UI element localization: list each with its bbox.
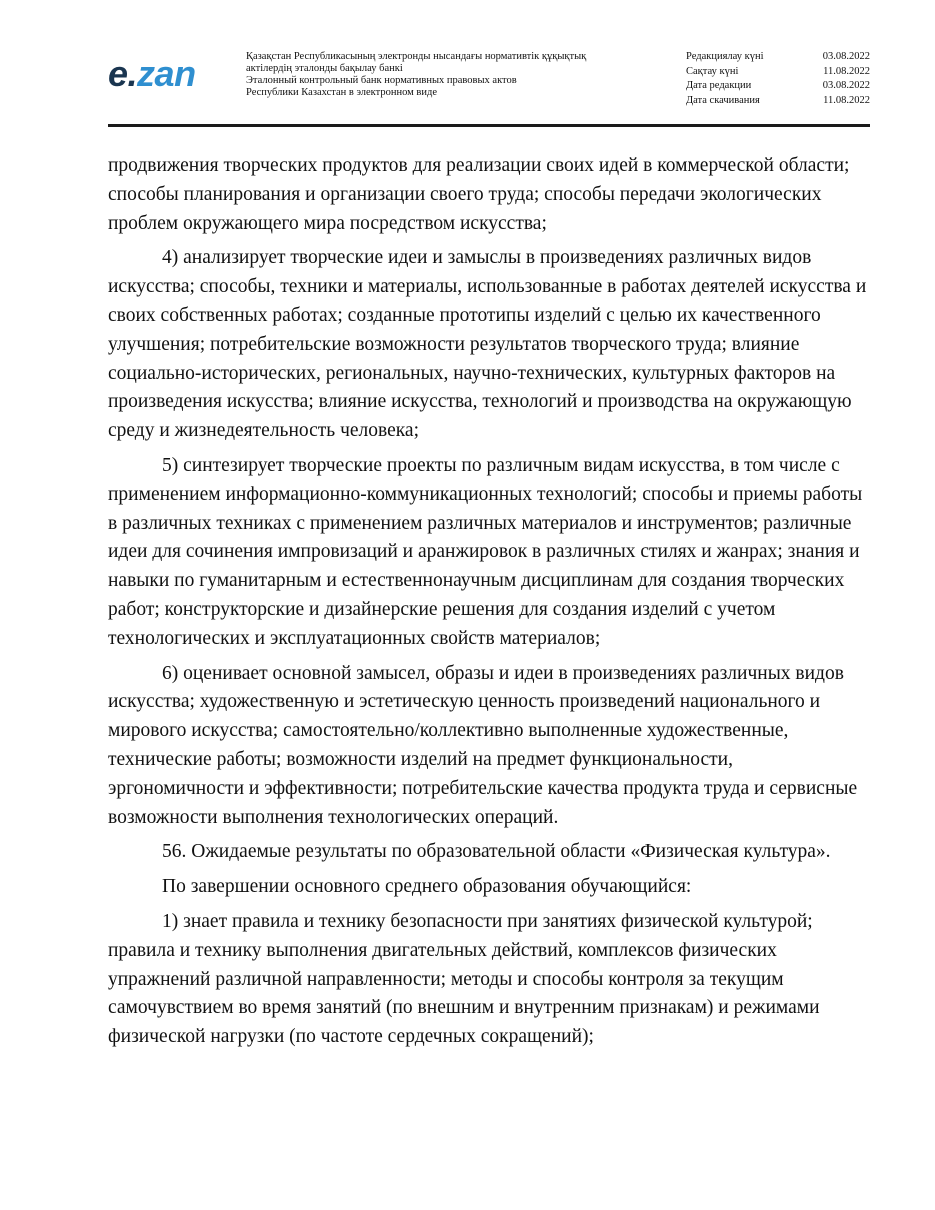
meta-label: Дата редакции <box>686 80 752 91</box>
meta-value: 03.08.2022 <box>822 80 870 91</box>
meta-label: Дата скачивания <box>686 94 760 106</box>
description-line: Эталонный контрольный банк нормативных правовых актов <box>246 75 517 86</box>
description-line: актілердің эталонды бақылау банкі <box>246 63 403 74</box>
paragraph: продвижения творческих продуктов для реализации своих идей в коммерческой области; способы планирования и организации своего труда; способы передачи экологических проблем окружающего мира посредством искусства; <box>108 155 850 234</box>
paragraph: 1) знает правила и технику безопасности при занятиях физической культурой; правила и технику выполнения двигательных действий, комплексов физических упражнений различной направленности; методы и способы контроля за текущим самочувствием во время занятий (по внешним и внутренним признакам) и режимами физической нагрузки (по частоте сердечных сокращений); <box>108 910 820 1048</box>
header-divider <box>108 124 870 127</box>
description-line: Республики Казахстан в электронном виде <box>246 87 437 98</box>
document-body <box>108 152 873 1058</box>
description-line: Қазақстан Республикасының электронды нысандағы нормативтік құқықтық <box>246 51 587 62</box>
logo-e: e <box>108 53 128 94</box>
paragraph: 4) анализирует творческие идеи и замыслы в произведениях различных видов искусства; способы, техники и материалы, использованные в работах деятелей искусства и своих собственных работах; созданные прототипы изделий с целью их качественного улучшения; потребительские возможности результатов творческого труда; влияние социально-исторических, региональных, научно-технических, культурных факторов на произведения искусства; влияние искусства, технологий и производства на окружающую среду и жизнедеятельность человека; <box>108 247 867 442</box>
meta-value: 11.08.2022 <box>823 94 870 106</box>
bank-description <box>246 51 666 99</box>
meta-value: 11.08.2022 <box>823 65 870 77</box>
document-header <box>108 46 870 124</box>
paragraph: По завершении основного среднего образования обучающийся: <box>162 876 692 898</box>
paragraph: 56. Ожидаемые результаты по образовательной области «Физическая культура». <box>162 841 831 863</box>
document-dates <box>686 50 870 108</box>
meta-value: 03.08.2022 <box>822 51 870 62</box>
meta-row-edit-date-kz <box>686 50 870 65</box>
meta-row-download-date-ru <box>686 94 870 109</box>
logo-zan: zan <box>137 53 196 94</box>
meta-label: Редакциялау күні <box>686 51 764 62</box>
meta-row-edit-date-ru <box>686 79 870 94</box>
meta-row-save-date-kz <box>686 65 870 80</box>
paragraph: 5) синтезирует творческие проекты по различным видам искусства, в том числе с применением информационно-коммуникационных технологий; способы и приемы работы в различных техниках с применением различных материалов и инструментов; различные идеи для сочинения импровизаций и аранжировок в различных стилях и жанрах; знания и навыки по гуманитарным и естественнонаучным дисциплинам для создания творческих работ; конструкторские и дизайнерские решения для создания изделий с учетом технологических и эксплуатационных свойств материалов; <box>108 454 863 649</box>
ezan-logo[interactable] <box>108 54 196 94</box>
logo-dot: . <box>127 53 138 94</box>
paragraph: 6) оценивает основной замысел, образы и идеи в произведениях различных видов искусства; художественную и эстетическую ценность произведений национального и мирового искусства; самостоятельно/коллективно выполненные художественные, технические работы; возможности изделий на предмет функциональности, эргономичности и эффективности; потребительские качества продукта труда и сервисные возможности выполнения технологических операций. <box>108 662 858 828</box>
meta-label: Сақтау күні <box>686 65 739 77</box>
